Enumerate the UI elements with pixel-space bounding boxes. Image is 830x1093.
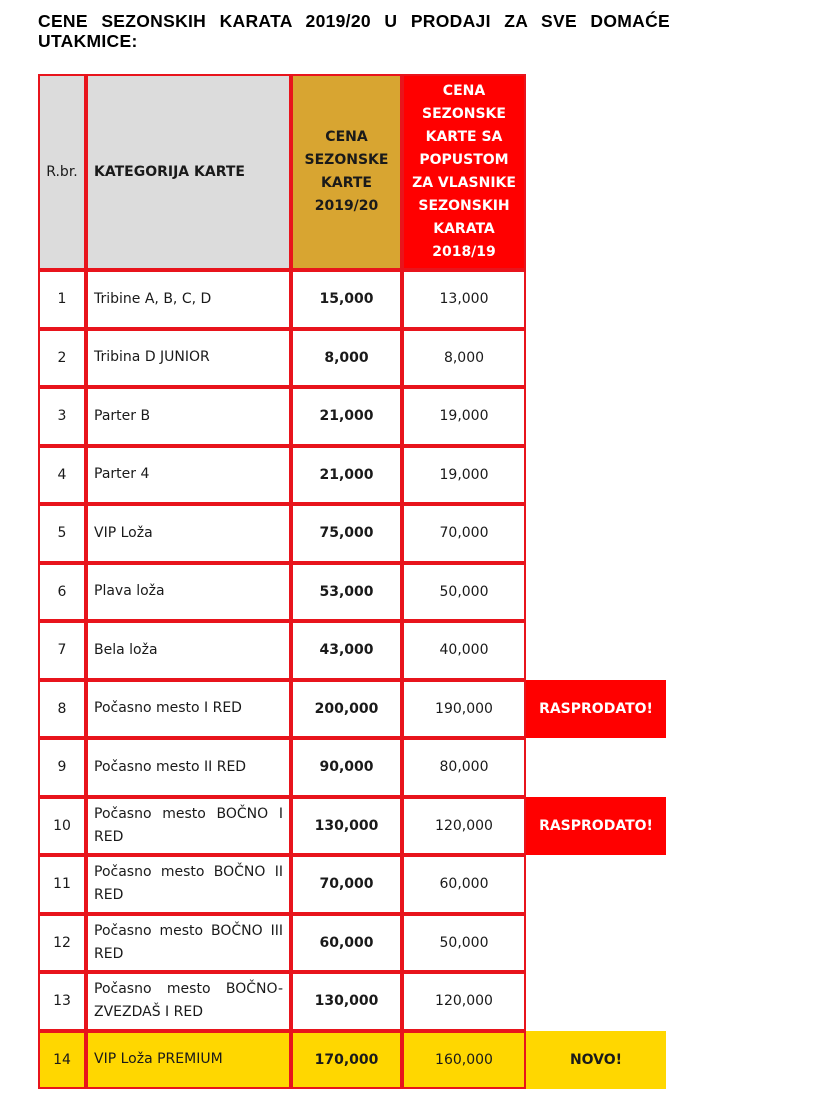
ticket-category [86, 855, 291, 914]
new-badge: NOVO! [526, 1031, 666, 1089]
note-cell [526, 504, 666, 563]
note-cell [526, 855, 666, 914]
row-number: 11 [38, 855, 86, 914]
discount-price: 50,000 [402, 914, 526, 973]
discount-price: 80,000 [402, 738, 526, 797]
row-number: 6 [38, 563, 86, 622]
ticket-category [86, 1031, 291, 1090]
note-cell [526, 446, 666, 505]
season-ticket-price-table [38, 74, 666, 1089]
season-price: 130,000 [291, 797, 402, 856]
discount-price: 190,000 [402, 680, 526, 739]
header-note-spacer [526, 74, 666, 270]
note-cell [526, 387, 666, 446]
note-cell [526, 914, 666, 973]
discount-price: 70,000 [402, 504, 526, 563]
ticket-category [86, 563, 291, 622]
note-cell [526, 797, 666, 856]
discount-price: 8,000 [402, 329, 526, 388]
table-row [38, 446, 666, 505]
page-title: CENE SEZONSKIH KARATA 2019/20 U PRODAJI ZA SVE DOMAĆE UTAKMICE: [38, 11, 670, 51]
note-cell [526, 972, 666, 1031]
note-cell [526, 563, 666, 622]
table-row [38, 270, 666, 329]
category-text: Parter 4 [94, 466, 150, 483]
row-number: 10 [38, 797, 86, 856]
row-number: 4 [38, 446, 86, 505]
discount-price: 19,000 [402, 446, 526, 505]
row-number: 12 [38, 914, 86, 973]
row-number: 2 [38, 329, 86, 388]
category-text: Parter B [94, 407, 151, 424]
table-row [38, 680, 666, 739]
table-row [38, 504, 666, 563]
season-price: 90,000 [291, 738, 402, 797]
discount-price: 13,000 [402, 270, 526, 329]
season-price: 60,000 [291, 914, 402, 973]
table-row [38, 387, 666, 446]
category-text: VIP Loža [94, 524, 153, 541]
note-cell [526, 1031, 666, 1090]
season-price: 15,000 [291, 270, 402, 329]
category-text: Tribina D JUNIOR [94, 349, 210, 366]
season-price: 8,000 [291, 329, 402, 388]
season-price: 53,000 [291, 563, 402, 622]
row-number: 9 [38, 738, 86, 797]
row-number: 8 [38, 680, 86, 739]
category-text: Počasno mesto II RED [94, 758, 247, 775]
table-row [38, 1031, 666, 1090]
season-price: 21,000 [291, 446, 402, 505]
ticket-category [86, 972, 291, 1031]
season-price: 43,000 [291, 621, 402, 680]
note-cell [526, 329, 666, 388]
header-row-number: R.br. [38, 74, 86, 270]
discount-price: 60,000 [402, 855, 526, 914]
sold-out-badge: RASPRODATO! [526, 680, 666, 738]
table-row [38, 855, 666, 914]
row-number: 1 [38, 270, 86, 329]
sold-out-badge: RASPRODATO! [526, 797, 666, 855]
ticket-category [86, 797, 291, 856]
note-cell [526, 270, 666, 329]
table-row [38, 738, 666, 797]
discount-price: 120,000 [402, 797, 526, 856]
season-price: 21,000 [291, 387, 402, 446]
category-text: Tribine A, B, C, D [94, 290, 212, 307]
table-row [38, 329, 666, 388]
category-text: VIP Loža PREMIUM [94, 1051, 223, 1068]
category-text: Počasno mesto BOČNO II RED [94, 864, 283, 904]
row-number: 13 [38, 972, 86, 1031]
season-price: 130,000 [291, 972, 402, 1031]
discount-price: 40,000 [402, 621, 526, 680]
season-price: 70,000 [291, 855, 402, 914]
ticket-category [86, 738, 291, 797]
category-text: Bela loža [94, 641, 158, 658]
season-price: 75,000 [291, 504, 402, 563]
note-cell [526, 621, 666, 680]
season-price: 170,000 [291, 1031, 402, 1090]
category-text: Počasno mesto BOČNO-ZVEZDAŠ I RED [94, 981, 283, 1021]
header-discount-price: CENA SEZONSKE KARTE SA POPUSTOM ZA VLASNIKE SEZONSKIH KARATA 2018/19 [402, 74, 526, 270]
row-number: 7 [38, 621, 86, 680]
table-row [38, 563, 666, 622]
category-text: Počasno mesto I RED [94, 700, 242, 717]
ticket-category [86, 270, 291, 329]
table-row [38, 972, 666, 1031]
ticket-category [86, 446, 291, 505]
ticket-category [86, 504, 291, 563]
ticket-category [86, 387, 291, 446]
table-row [38, 797, 666, 856]
ticket-category [86, 329, 291, 388]
discount-price: 19,000 [402, 387, 526, 446]
category-text: Plava loža [94, 583, 165, 600]
header-category: KATEGORIJA KARTE [86, 74, 291, 270]
season-price: 200,000 [291, 680, 402, 739]
table-header-row [38, 74, 666, 270]
discount-price: 50,000 [402, 563, 526, 622]
discount-price: 120,000 [402, 972, 526, 1031]
category-text: Počasno mesto BOČNO III RED [94, 922, 283, 962]
table-row [38, 914, 666, 973]
row-number: 5 [38, 504, 86, 563]
header-season-price: CENA SEZONSKE KARTE 2019/20 [291, 74, 402, 270]
ticket-category [86, 680, 291, 739]
discount-price: 160,000 [402, 1031, 526, 1090]
row-number: 3 [38, 387, 86, 446]
note-cell [526, 680, 666, 739]
table-row [38, 621, 666, 680]
category-text: Počasno mesto BOČNO I RED [94, 805, 283, 845]
note-cell [526, 738, 666, 797]
ticket-category [86, 914, 291, 973]
table-body [38, 270, 666, 1089]
row-number: 14 [38, 1031, 86, 1090]
ticket-category [86, 621, 291, 680]
